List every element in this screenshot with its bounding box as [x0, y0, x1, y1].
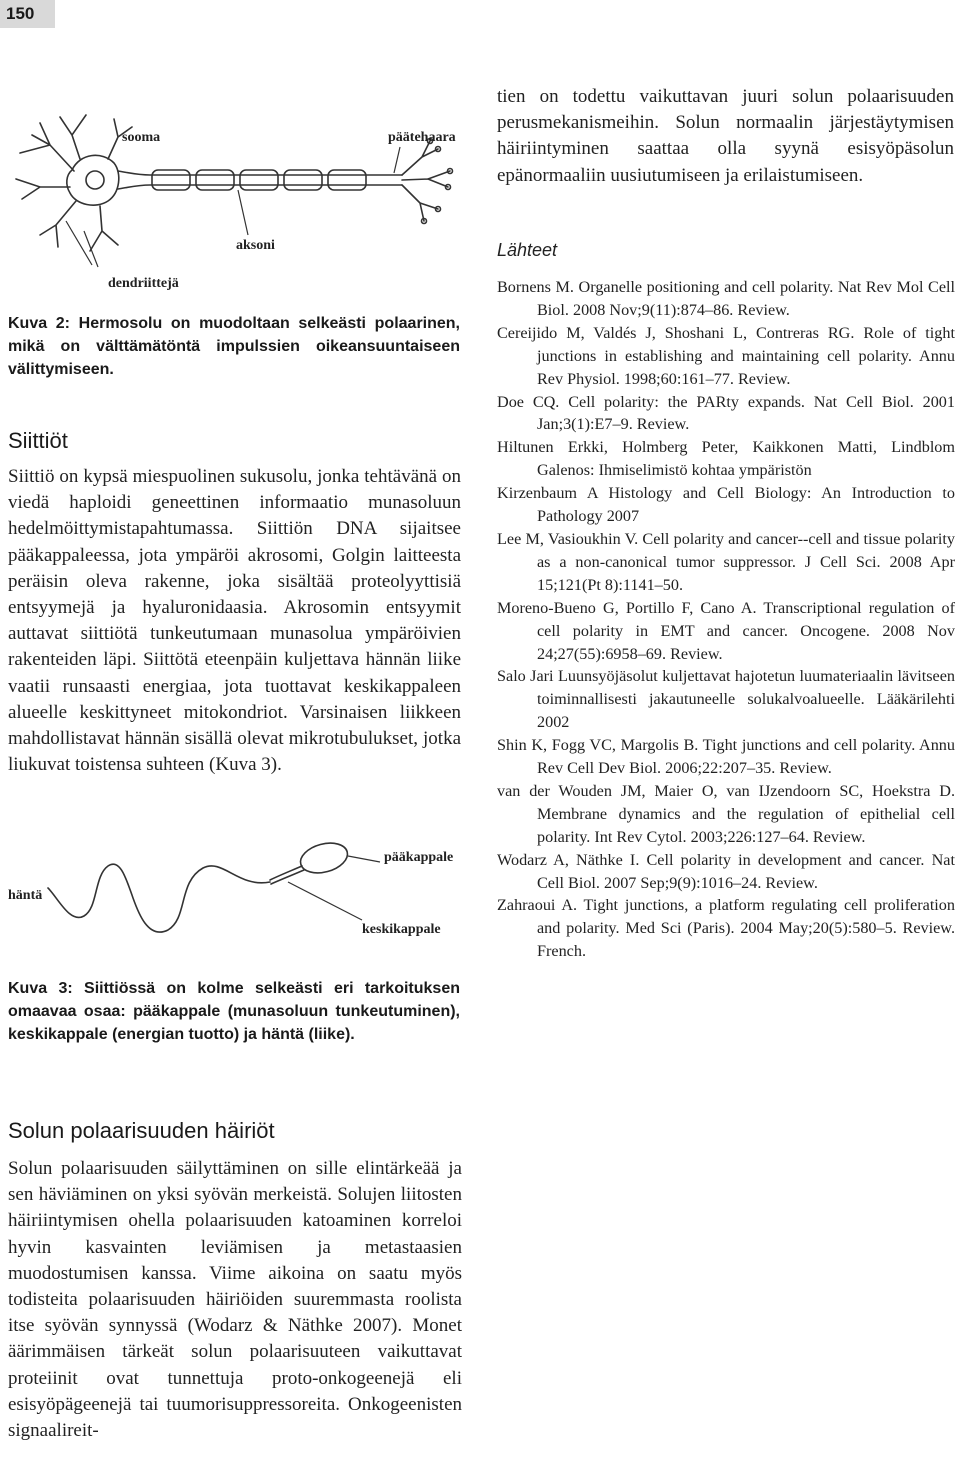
- label-keskikappale: keskikappale: [362, 922, 441, 937]
- references-list: [497, 276, 955, 963]
- reference-item: Bornens M. Organelle positioning and cell polarity. Nat Rev Mol Cell Biol. 2008 Nov;9(11):874–86. Review.: [497, 278, 955, 319]
- reference-item: Wodarz A, Näthke I. Cell polarity in development and cancer. Nat Cell Biol. 2007 Sep;9(9):1016–24. Review.: [497, 850, 955, 892]
- siittiot-paragraph: Siittiö on kypsä miespuolinen sukusolu, jonka tehtävänä on viedä haploidi geneettinen informaatio munasoluun hedelmöittymistapahtumassa. Siittiön DNA sijaitsee pääkappaleessa, jota ympäröi akrosomi, Golgin laitteesta peräisin oleva rakenne, joka sisältää proteolyyttisiä entsyymejä ja hyaluronidaasia. Akrosomin entsyymit auttavat siittiötä tunkeutumaan munasolua ympäröivien rakenteiden läpi. Siittötä eteenpäin kuljettava hännän liike vaatii runsaasti energiaa, jota tuottavat keskikappaleen alueelle keskittyneet mitokondriot. Varsinaisen liikkeen mahdollistavat hännän sisällä olevat mikrotubulukset, jotka liukuvat toistensa suhteen (Kuva 3).: [8, 466, 461, 776]
- polarity-paragraph: Solun polaarisuuden säilyttäminen on sille elintärkeää ja sen häviäminen on yksi syövän merkeistä. Solujen liitosten häiriintymisen ohella polaarisuuden katoaminen korreloi hyvin kasvainten leviämisen ja metastaasien muodostumisen kanssa. Viime aikoina on saatu myös todisteita polaarisuuden häiriöiden suuremmasta roolista itse syövän synnyssä (Wodarz & Näthke 2007). Monet äärimmäisen tärkeät solun polaarisuuteen vaikuttavat proteiinit ovat tunnettuja proto-onkogeenejä eli esisyöpägeenejä tai tuumorisuppressoreita. Onkogeenisten signaalireit-: [8, 1158, 462, 1442]
- reference-item: Kirzenbaum A Histology and Cell Biology: An Introduction to Pathology 2007: [497, 484, 955, 526]
- label-sooma: sooma: [122, 130, 161, 145]
- label-aksoni: aksoni: [236, 238, 275, 253]
- page-number: 150: [0, 0, 55, 28]
- heading-siittiot: Siittiöt: [8, 428, 68, 453]
- reference-item: Cereijido M, Valdés J, Shoshani L, Contreras RG. Role of tight junctions in establishing and maintaining cell polarity. Annu Rev Physiol. 1998;60:161–77. Review.: [497, 323, 955, 388]
- figure-3-caption: Kuva 3: Siittiössä on kolme selkeästi eri tarkoituksen omaavaa osaa: pääkappale (munasoluun tunkeutuminen), keskikappale (energian tuotto) ja häntä (liike).: [8, 980, 460, 1043]
- reference-item: Salo Jari Luunsyöjäsolut kuljettavat hajotetun luumateriaalin lävitseen toiminnallisesti jakautuneelle solukalvoalueelle. Lääkärilehti 2002: [497, 667, 955, 732]
- label-paatehaara: päätehaara: [388, 130, 456, 145]
- label-hanta: häntä: [8, 888, 43, 903]
- figure-2-caption: Kuva 2: Hermosolu on muodoltaan selkeästi polaarinen, mikä on välttämätöntä impulssien oikeansuuntaiseen välittymiseen.: [8, 315, 460, 378]
- reference-item: Doe CQ. Cell polarity: the PARty expands. Nat Cell Biol. 2001 Jan;3(1):E7–9. Review.: [497, 392, 955, 434]
- reference-item: van der Wouden JM, Maier O, van IJzendoorn SC, Hoekstra D. Membrane dynamics and the regulation of epithelial cell polarity. Int Rev Cytol. 2003;226:127–64. Review.: [497, 781, 955, 846]
- heading-polarity-disorders: Solun polaarisuuden häiriöt: [8, 1118, 275, 1143]
- neuron-illustration: [10, 75, 470, 305]
- reference-item: Lee M, Vasioukhin V. Cell polarity and cancer--cell and tissue polarity as a non-canonical tumor suppressor. J Cell Sci. 2008 Apr 15;121(Pt 8):1141–50.: [497, 529, 955, 594]
- references-heading: Lähteet: [497, 240, 558, 260]
- reference-item: Zahraoui A. Tight junctions, a platform regulating cell proliferation and polarity. Med Sci (Paris). 2004 May;20(5):580–5. Review. French.: [497, 896, 955, 961]
- label-dendriitteja: dendriittejä: [108, 276, 179, 291]
- reference-item: Shin K, Fogg VC, Margolis B. Tight junctions and cell polarity. Annu Rev Cell Dev Biol. 2006;22:207–35. Review.: [497, 736, 955, 778]
- reference-item: Moreno-Bueno G, Portillo F, Cano A. Transcriptional regulation of cell polarity in EMT and cancer. Oncogene. 2008 Nov 24;27(55):6958–69. Review.: [497, 598, 955, 663]
- label-paakappale: pääkappale: [384, 850, 454, 865]
- continuation-paragraph: tien on todettu vaikuttavan juuri solun polaarisuuden perusmekanismeihin. Solun normaalin järjestäytymisen häiriintyminen saattaa olla syynä esisyöpäsolun epänormaaliin uusiutumiseen ja erilaistumiseen.: [497, 86, 954, 186]
- reference-item: Hiltunen Erkki, Holmberg Peter, Kaikkonen Matti, Lindblom Galenos: Ihmiselimistö kohtaa ympäristön: [497, 438, 955, 480]
